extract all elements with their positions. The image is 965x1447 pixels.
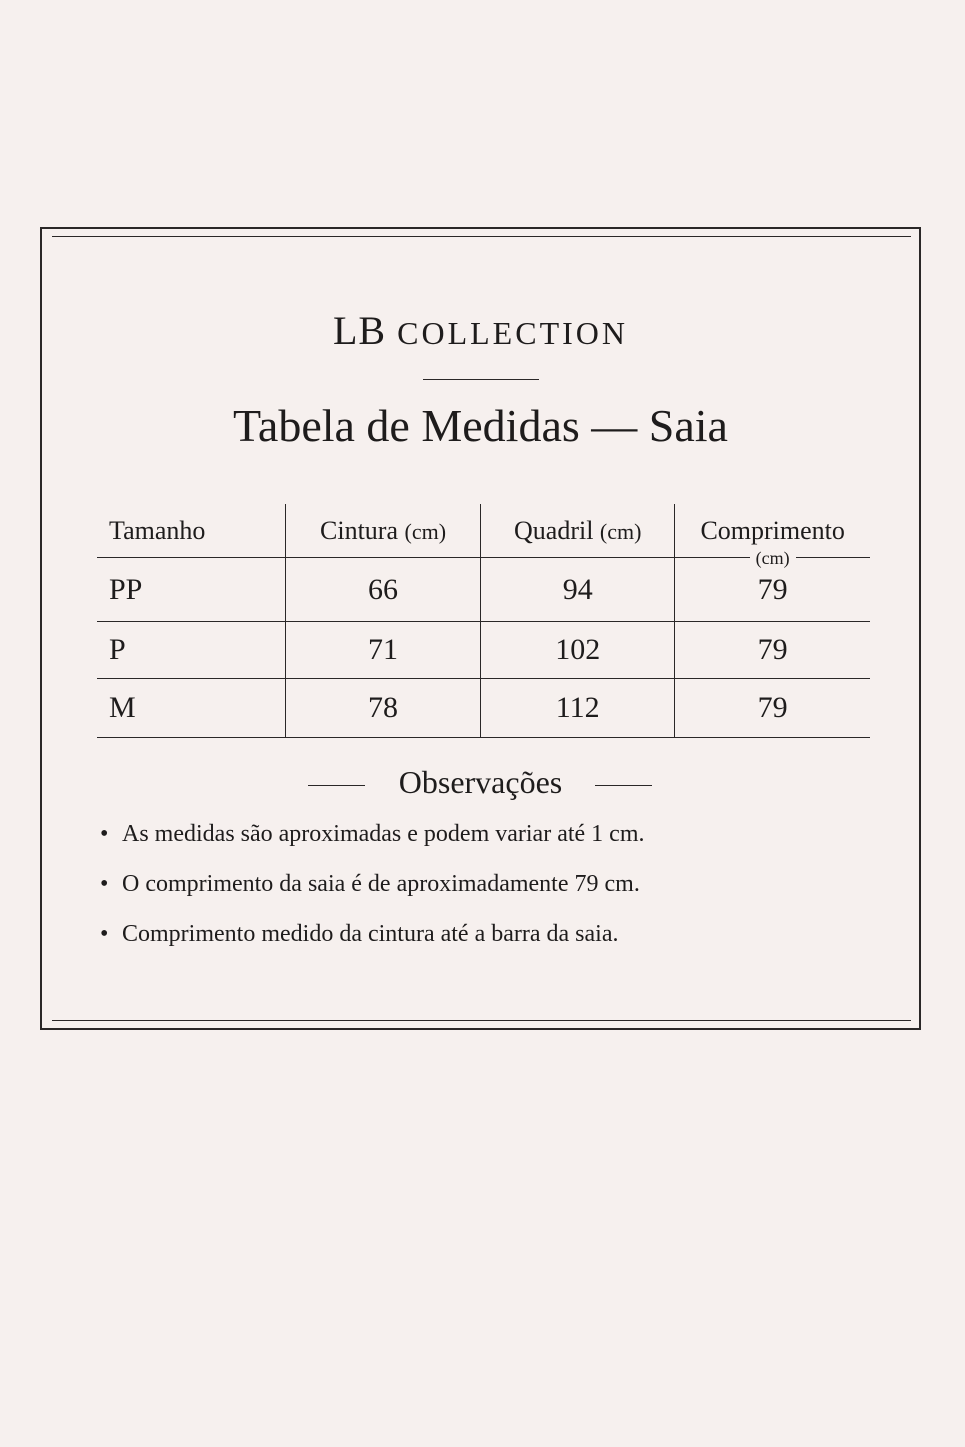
cell-cintura: 66 [285, 558, 480, 622]
header-quadril: Quadril (cm) [481, 504, 675, 558]
cell-cintura: 71 [285, 622, 480, 679]
brand-name: COLLECTION [397, 315, 628, 351]
size-table [97, 504, 870, 738]
observations-rule-right [595, 785, 652, 786]
cell-size: PP [97, 558, 285, 622]
page-title: Tabela de Medidas — Saia [233, 400, 728, 451]
bottom-border-line [52, 1020, 911, 1021]
brand-divider [423, 379, 539, 380]
cell-comprimento: 79 [675, 679, 870, 738]
header-comprimento: Comprimento (cm) [675, 504, 870, 558]
cell-size: M [97, 679, 285, 738]
table-header-row [97, 504, 870, 558]
header-cintura-unit: (cm) [404, 518, 447, 544]
table-row [97, 679, 870, 738]
list-item [100, 871, 645, 921]
brand-logo [42, 307, 919, 354]
cell-size: P [97, 622, 285, 679]
cell-comprimento: 79 [675, 622, 870, 679]
cell-quadril: 112 [481, 679, 675, 738]
brand-initials: LB [333, 308, 387, 353]
cell-comprimento: 79 [675, 558, 870, 622]
list-item [100, 921, 645, 971]
cell-quadril: 102 [481, 622, 675, 679]
note-text: O comprimento da saia é de aproximadamente 79 cm. [122, 871, 640, 897]
cell-cintura: 78 [285, 679, 480, 738]
top-border-line [52, 236, 911, 237]
header-cintura: Cintura (cm) [285, 504, 480, 558]
header-comprimento-unit: (cm) [750, 548, 796, 568]
bullet-icon: • [100, 871, 109, 897]
note-text: As medidas são aproximadas e podem variar até 1 cm. [122, 821, 645, 847]
list-item [100, 821, 645, 871]
bullet-icon: • [100, 921, 109, 947]
observations-heading: Observações [398, 764, 563, 800]
bullet-icon: • [100, 821, 109, 847]
cell-quadril: 94 [481, 558, 675, 622]
table-row [97, 622, 870, 679]
header-quadril-unit: (cm) [599, 518, 642, 544]
note-text: Comprimento medido da cintura até a barra da saia. [122, 921, 619, 947]
header-tamanho: Tamanho [97, 504, 285, 558]
observations-list [100, 821, 645, 971]
size-chart-card [40, 227, 921, 1030]
